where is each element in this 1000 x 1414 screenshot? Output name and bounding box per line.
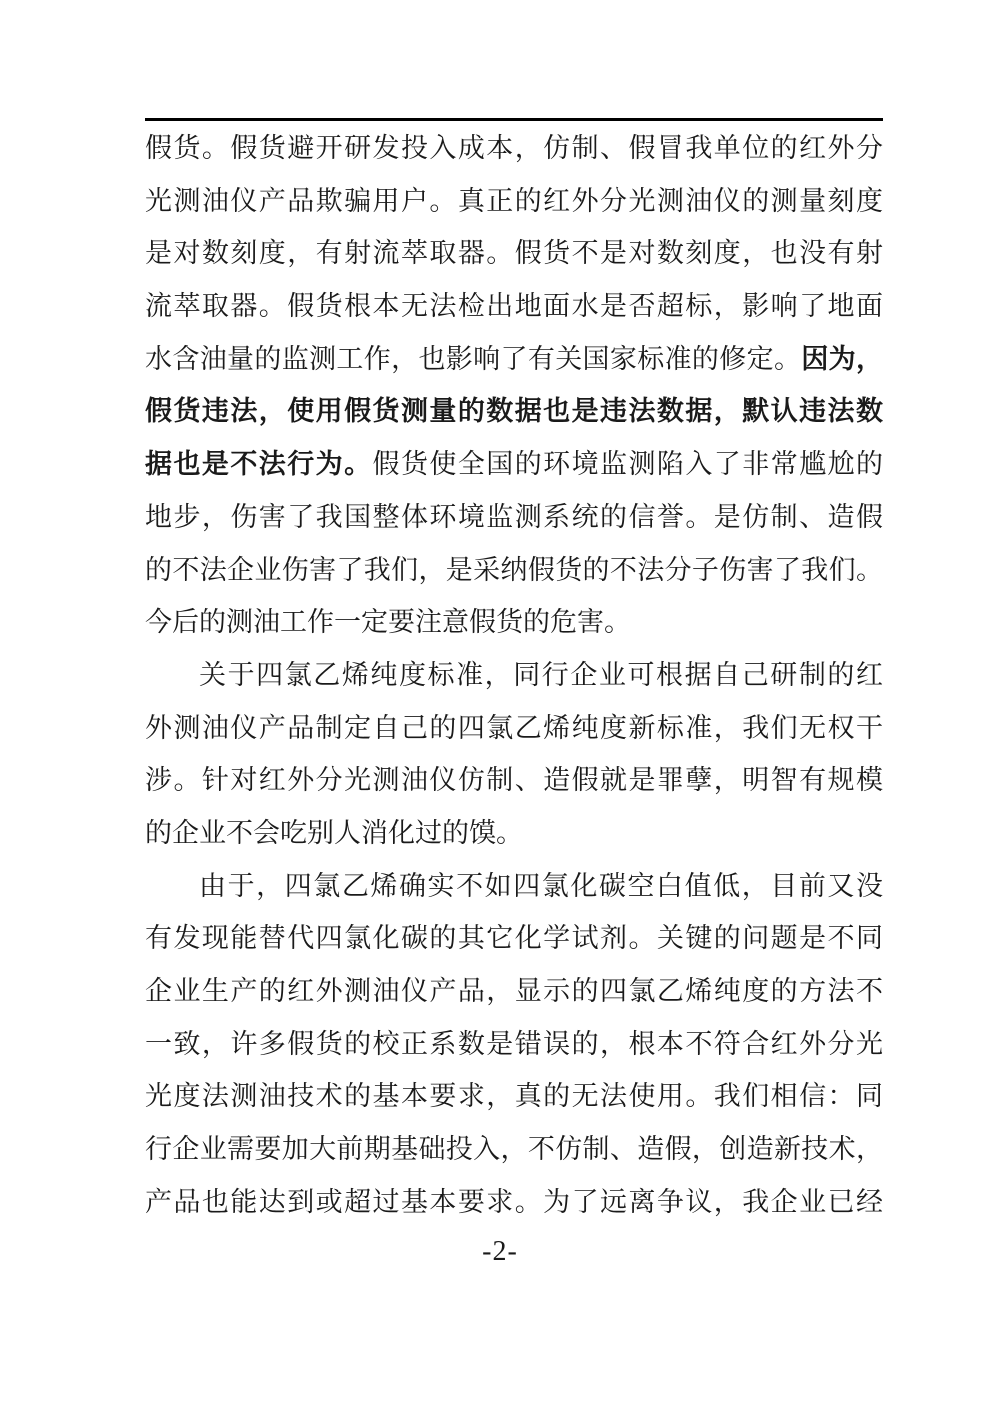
text-segment: 假货使全国的环境监测陷入了非常尴尬的 (372, 449, 884, 480)
text-segment: 光度法测油技术的基本要求，真的无法使用。我们相信：同 (145, 1081, 883, 1112)
header-rule (145, 118, 883, 121)
bold-text-segment: 假货违法，使用假货测量的数据也是违法数据，默认违法数 (145, 396, 883, 427)
text-line (145, 122, 883, 175)
text-line (145, 175, 883, 228)
text-segment: 由于，四氯乙烯确实不如四氯化碳空白值低，目前又没 (199, 870, 883, 901)
text-segment: 行企业需要加大前期基础投入，不仿制、造假，创造新技术， (145, 1134, 883, 1165)
text-line (145, 227, 883, 280)
text-line (145, 333, 883, 386)
text-segment: 水含油量的监测工作，也影响了有关国家标准的修定。 (145, 343, 802, 374)
document-body (145, 122, 883, 1228)
text-segment: 涉。针对红外分光测油仪仿制、造假就是罪孽，明智有规模 (145, 765, 883, 796)
text-line (145, 544, 883, 597)
text-line (145, 912, 883, 965)
page-number: -2- (482, 1236, 518, 1267)
text-segment: 有发现能替代四氯化碳的其它化学试剂。关键的问题是不同 (145, 923, 883, 954)
text-line (145, 280, 883, 333)
text-segment: 地步，伤害了我国整体环境监测系统的信誉。是仿制、造假 (145, 501, 883, 532)
text-segment: 的不法企业伤害了我们，是采纳假货的不法分子伤害了我们。 (145, 554, 883, 585)
text-line (145, 1070, 883, 1123)
text-line (145, 807, 883, 860)
text-segment: 是对数刻度，有射流萃取器。假货不是对数刻度，也没有射 (145, 238, 883, 269)
text-line (145, 1018, 883, 1071)
text-line (145, 965, 883, 1018)
text-segment: 产品也能达到或超过基本要求。为了远离争议，我企业已经 (145, 1186, 883, 1217)
text-segment: 外测油仪产品制定自己的四氯乙烯纯度新标准，我们无权干 (145, 712, 883, 743)
bold-text-segment: 因为， (801, 343, 884, 374)
text-segment: 一致，许多假货的校正系数是错误的，根本不符合红外分光 (145, 1028, 883, 1059)
text-line (145, 596, 883, 649)
text-line (145, 1176, 883, 1229)
text-line (145, 1123, 883, 1176)
text-segment: 企业生产的红外测油仪产品，显示的四氯乙烯纯度的方法不 (145, 976, 883, 1006)
text-line (145, 702, 883, 755)
text-segment: 今后的测油工作一定要注意假货的危害。 (145, 607, 631, 638)
text-line (145, 754, 883, 807)
text-line (145, 491, 883, 544)
text-line (145, 438, 883, 491)
text-segment: 的企业不会吃别人消化过的馍。 (145, 817, 523, 848)
text-line (145, 385, 883, 438)
text-segment: 假货。假货避开研发投入成本，仿制、假冒我单位的红外分 (145, 133, 883, 163)
text-segment: 关于四氯乙烯纯度标准，同行企业可根据自己研制的红 (199, 659, 883, 690)
text-line (145, 649, 883, 702)
text-segment: 光测油仪产品欺骗用户。真正的红外分光测油仪的测量刻度 (145, 185, 883, 216)
bold-text-segment: 据也是不法行为。 (145, 449, 373, 480)
text-segment: 流萃取器。假货根本无法检出地面水是否超标，影响了地面 (145, 291, 883, 322)
text-line (145, 860, 883, 913)
